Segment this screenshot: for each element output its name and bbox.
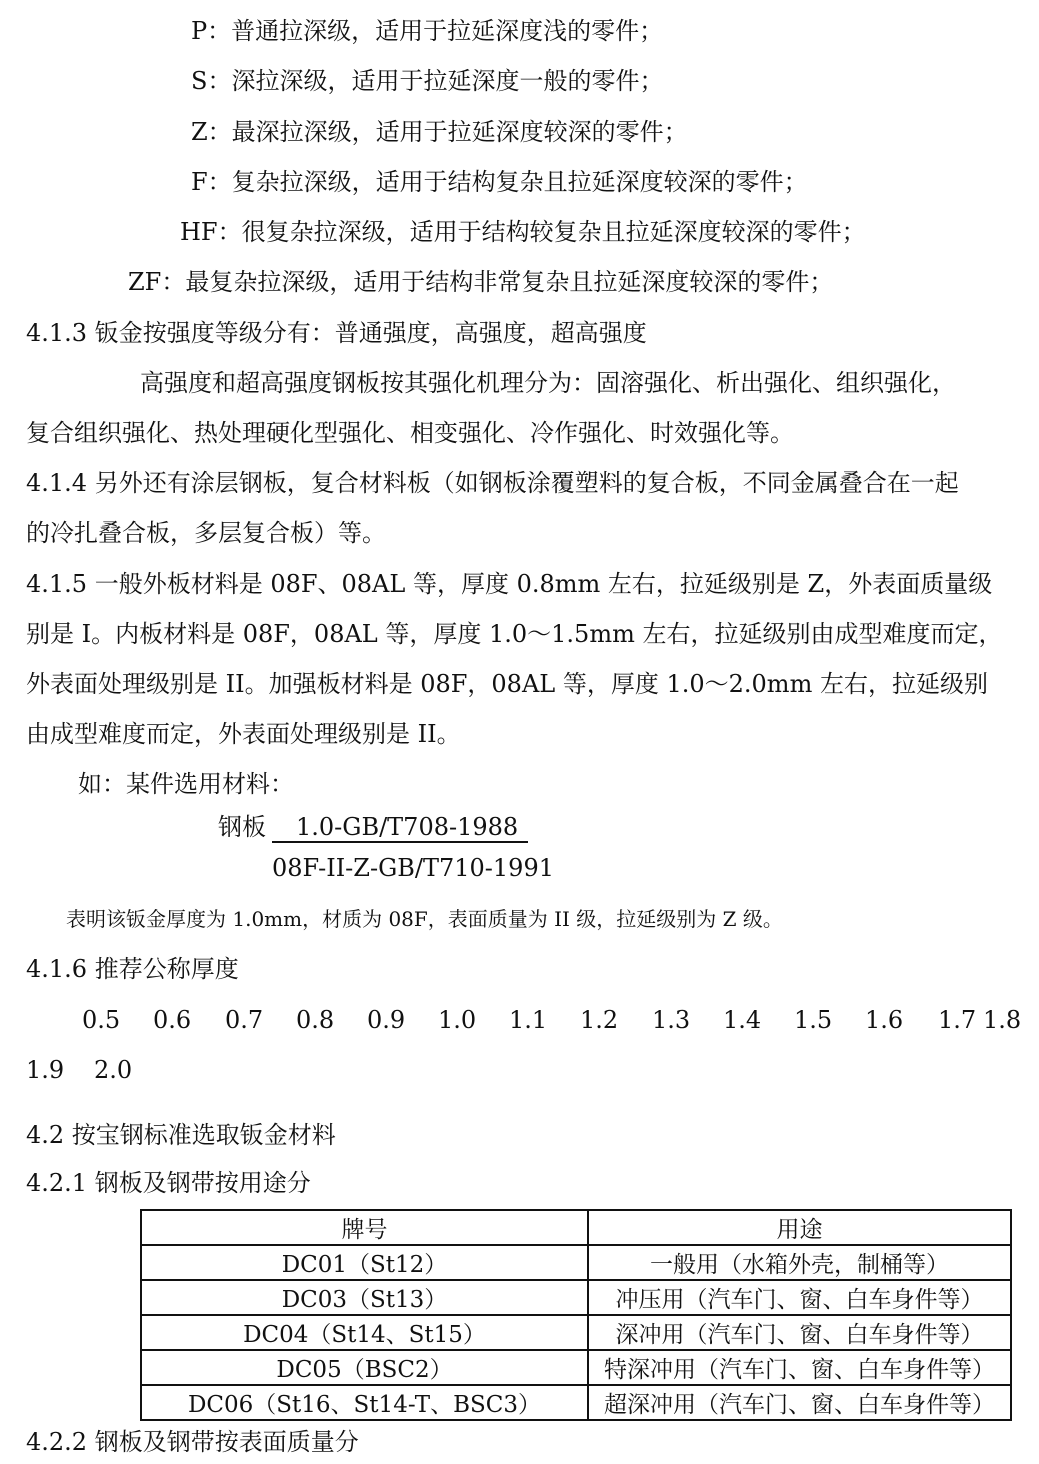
table-cell-usage: 深冲用（汽车门、窗、白车身件等） xyxy=(588,1315,1011,1350)
thickness-value: 0.8 xyxy=(296,1006,335,1034)
section-4-1-5-line2: 别是 I。内板材料是 08F，08AL 等，厚度 1.0～1.5mm 左右，拉延级别由成型难度而定， xyxy=(26,620,1003,648)
section-4-1-3-para-line1: 高强度和超高强度钢板按其强化机理分为：固溶强化、析出强化、组织强化， xyxy=(140,369,956,397)
table-header-row xyxy=(141,1210,1011,1245)
table-row xyxy=(141,1385,1011,1420)
section-4-1-5-line3: 外表面处理级别是 II。加强板材料是 08F，08AL 等，厚度 1.0～2.0mm 左右，拉延级别 xyxy=(26,670,988,698)
draw-grade-f: F：复杂拉深级，适用于结构复杂且拉延深度较深的零件； xyxy=(191,168,808,196)
draw-grade-s: S：深拉深级，适用于拉延深度一般的零件； xyxy=(191,67,664,95)
steel-grade-table xyxy=(140,1209,1012,1421)
table-cell-usage: 一般用（水箱外壳，制桶等） xyxy=(588,1245,1011,1280)
section-4-1-6-heading: 4.1.6 推荐公称厚度 xyxy=(26,955,239,983)
thickness-value: 0.5 xyxy=(82,1006,121,1034)
section-4-1-3-heading: 4.1.3 钣金按强度等级分有：普通强度，高强度，超高强度 xyxy=(26,319,647,347)
thickness-value: 1.8 xyxy=(983,1006,1022,1034)
example-intro: 如：某件选用材料： xyxy=(78,770,294,798)
thickness-value: 0.7 xyxy=(225,1006,264,1034)
thickness-value: 1.7 xyxy=(938,1006,977,1034)
section-4-1-5-line1: 4.1.5 一般外板材料是 08F、08AL 等，厚度 0.8mm 左右，拉延级别是 Z，外表面质量级 xyxy=(26,570,993,598)
thickness-value: 1.4 xyxy=(723,1006,762,1034)
section-4-1-4-line1: 4.1.4 另外还有涂层钢板，复合材料板（如钢板涂覆塑料的复合板，不同金属叠合在一起 xyxy=(26,469,959,497)
example-numerator: 1.0-GB/T708-1988 xyxy=(296,813,519,841)
section-4-1-5-line4: 由成型难度而定，外表面处理级别是 II。 xyxy=(26,720,461,748)
table-cell-grade: DC06（St16、St14-T、BSC3） xyxy=(141,1385,588,1420)
section-4-1-3-para-line2: 复合组织强化、热处理硬化型强化、相变强化、冷作强化、时效强化等。 xyxy=(26,419,794,447)
draw-grade-p: P：普通拉深级，适用于拉延深度浅的零件； xyxy=(191,17,664,45)
table-cell-usage: 冲压用（汽车门、窗、白车身件等） xyxy=(588,1280,1011,1315)
table-row xyxy=(141,1350,1011,1385)
fraction-bar xyxy=(272,841,528,843)
table-cell-usage: 特深冲用（汽车门、窗、白车身件等） xyxy=(588,1350,1011,1385)
example-label: 钢板 xyxy=(218,813,266,841)
section-4-2-2-heading: 4.2.2 钢板及钢带按表面质量分 xyxy=(26,1428,359,1456)
thickness-value: 0.6 xyxy=(153,1006,192,1034)
example-denominator: 08F-II-Z-GB/T710-1991 xyxy=(272,854,554,882)
thickness-value: 1.2 xyxy=(580,1006,619,1034)
section-4-2-1-heading: 4.2.1 钢板及钢带按用途分 xyxy=(26,1169,311,1197)
section-4-2-heading: 4.2 按宝钢标准选取钣金材料 xyxy=(26,1121,336,1149)
table-header-grade: 牌号 xyxy=(141,1210,588,1245)
table-row xyxy=(141,1245,1011,1280)
draw-grade-zf: ZF：最复杂拉深级，适用于结构非常复杂且拉延深度较深的零件； xyxy=(128,268,834,296)
thickness-value: 1.3 xyxy=(652,1006,691,1034)
table-cell-grade: DC03（St13） xyxy=(141,1280,588,1315)
thickness-value: 1.6 xyxy=(865,1006,904,1034)
thickness-value: 1.0 xyxy=(438,1006,477,1034)
section-4-1-4-line2: 的冷扎叠合板，多层复合板）等。 xyxy=(26,519,386,547)
table-cell-usage: 超深冲用（汽车门、窗、白车身件等） xyxy=(588,1385,1011,1420)
table-cell-grade: DC05（BSC2） xyxy=(141,1350,588,1385)
thickness-value: 1.5 xyxy=(794,1006,833,1034)
table-row xyxy=(141,1315,1011,1350)
thickness-value: 0.9 xyxy=(367,1006,406,1034)
table-cell-grade: DC01（St12） xyxy=(141,1245,588,1280)
table-header-usage: 用途 xyxy=(588,1210,1011,1245)
draw-grade-z: Z：最深拉深级，适用于拉延深度较深的零件； xyxy=(191,118,688,146)
draw-grade-hf: HF：很复杂拉深级，适用于结构较复杂且拉延深度较深的零件； xyxy=(180,218,866,246)
table-row xyxy=(141,1280,1011,1315)
example-explanation: 表明该钣金厚度为 1.0mm，材质为 08F，表面质量为 II 级，拉延级别为 Z 级。 xyxy=(66,907,783,931)
table-cell-grade: DC04（St14、St15） xyxy=(141,1315,588,1350)
thickness-value: 1.9 xyxy=(26,1056,65,1084)
thickness-value: 2.0 xyxy=(94,1056,133,1084)
thickness-value: 1.1 xyxy=(509,1006,548,1034)
